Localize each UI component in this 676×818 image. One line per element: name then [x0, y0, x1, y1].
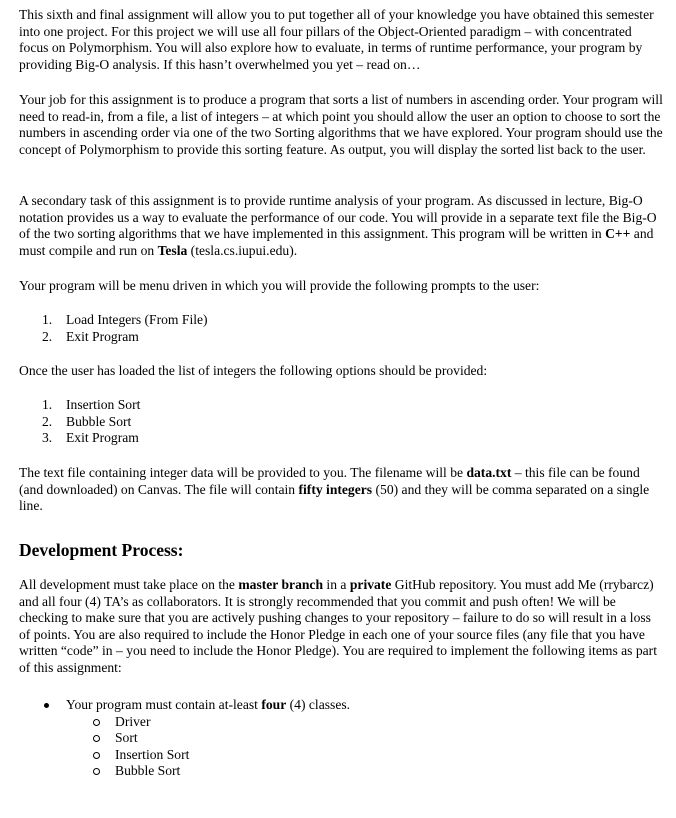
requirement-text-part1: Your program must contain at-least	[66, 697, 262, 712]
intro-text: This sixth and final assignment will allow you to put together all of your knowledge you have obtained this semester into one project. For this project we will use all four pillars of the Object-Oriented paradigm – with concentrated focus on Polymorphism. You will also explore how to evaluate, in terms of runtime performance, your program by providing Big-O analysis. If this hasn’t overwhelmed you yet – read on…	[19, 7, 654, 72]
options-list	[19, 397, 664, 447]
class-list-item	[19, 747, 664, 764]
secondary-paragraph	[19, 193, 664, 259]
option-item-label: Exit Program	[66, 430, 139, 446]
secondary-text-part1: A secondary task of this assignment is to provide runtime analysis of your program. As discussed in lecture, Big-O notation provides us a way to evaluate the performance of our code. You will provide in a separate text file the Big-O of the two sorting algorithms that we have implemented in this assignment. This program will be written in	[19, 193, 657, 242]
menu-list	[19, 312, 664, 345]
menu-item-number: 2.	[42, 328, 53, 344]
secondary-server: Tesla	[157, 242, 188, 258]
dev-text-part2: in a	[323, 577, 350, 592]
class-list-item	[19, 763, 664, 780]
dev-visibility: private	[349, 577, 392, 592]
job-paragraph	[19, 92, 664, 158]
menu-item-label: Exit Program	[66, 328, 139, 344]
requirement-text-part2: (4) classes.	[286, 697, 351, 712]
options-list-block	[19, 397, 664, 447]
options-intro-paragraph	[19, 363, 664, 380]
hollow-bullet-icon	[93, 719, 100, 726]
datafile-text	[19, 465, 664, 515]
dev-paragraph	[19, 577, 664, 677]
menu-list-item	[19, 312, 664, 329]
requirements-list	[19, 697, 664, 714]
datafile-paragraph	[19, 465, 664, 515]
options-intro-text: Once the user has loaded the list of integers the following options should be provided:	[19, 363, 488, 378]
dev-heading: Development Process:	[19, 540, 184, 560]
datafile-text-part3: (50) and they will be comma separated on a single line.	[19, 481, 650, 514]
menu-intro-paragraph	[19, 278, 664, 295]
menu-item-label: Load Integers (From File)	[66, 312, 208, 327]
job-text: Your job for this assignment is to produce a program that sorts a list of numbers in ascending order. Your program will need to read-in, from a file, a list of integers – at which point you should allow the user an option to choose to sort the numbers in ascending order via one of the two Sorting algorithms that we have explored. Your program should use the concept of Polymorphism to provide this sorting feature. As output, you will display the sorted list back to the user.	[19, 92, 663, 157]
secondary-text	[19, 193, 664, 259]
options-list-item	[19, 414, 664, 431]
class-name: Insertion Sort	[115, 746, 190, 762]
menu-list-item	[19, 329, 664, 346]
requirement-count: four	[261, 697, 287, 712]
dev-heading-block	[19, 540, 664, 560]
menu-list-block	[19, 312, 664, 345]
hollow-bullet-icon	[93, 752, 100, 759]
datafile-text-part2: – this file can be found (and downloaded) on Canvas. The file will contain	[19, 465, 640, 497]
dev-text-part3: GitHub repository. You must add Me (rrybarcz) and all four (4) TA’s as collaborators. It is strongly recommended that you commit and push often! We will be checking to make sure that you are actively pushing changes to your repository – failure to do so will result in a loss of points. You are also required to include the Honor Pledge in each one of your source files (any file that you have written “code” in – you need to include the Honor Pledge). You are required to implement the following items as part of this assignment:	[19, 577, 657, 675]
datafile-count: fifty integers	[298, 481, 373, 497]
option-item-label: Insertion Sort	[66, 397, 141, 412]
intro-paragraph	[19, 7, 664, 73]
dev-text	[19, 577, 664, 677]
class-name: Sort	[115, 730, 138, 746]
menu-item-number: 1.	[42, 312, 53, 327]
menu-intro-text: Your program will be menu driven in which you will provide the following prompts to the user:	[19, 278, 540, 293]
hollow-bullet-icon	[93, 735, 100, 742]
options-list-item	[19, 430, 664, 447]
secondary-text-part3: (tesla.cs.iupui.edu).	[187, 242, 298, 258]
option-item-number: 1.	[42, 397, 53, 412]
secondary-lang: C++	[605, 226, 631, 242]
option-item-label: Bubble Sort	[66, 413, 132, 429]
dev-branch: master branch	[238, 577, 324, 592]
options-list-item	[19, 397, 664, 414]
datafile-text-part1: The text file containing integer data will be provided to you. The filename will be	[19, 465, 467, 480]
datafile-filename: data.txt	[466, 465, 512, 480]
option-item-number: 2.	[42, 413, 53, 429]
requirements-list-item	[19, 697, 664, 714]
secondary-text-part2: and must compile and run on	[19, 226, 654, 258]
bullet-icon	[44, 703, 49, 708]
requirements-block	[19, 697, 664, 780]
class-name: Driver	[115, 713, 151, 729]
dev-text-part1: All development must take place on the	[19, 577, 239, 592]
hollow-bullet-icon	[93, 768, 100, 775]
classes-list	[19, 714, 664, 780]
class-list-item	[19, 730, 664, 747]
class-name: Bubble Sort	[115, 763, 181, 779]
class-list-item	[19, 714, 664, 731]
option-item-number: 3.	[42, 430, 53, 446]
